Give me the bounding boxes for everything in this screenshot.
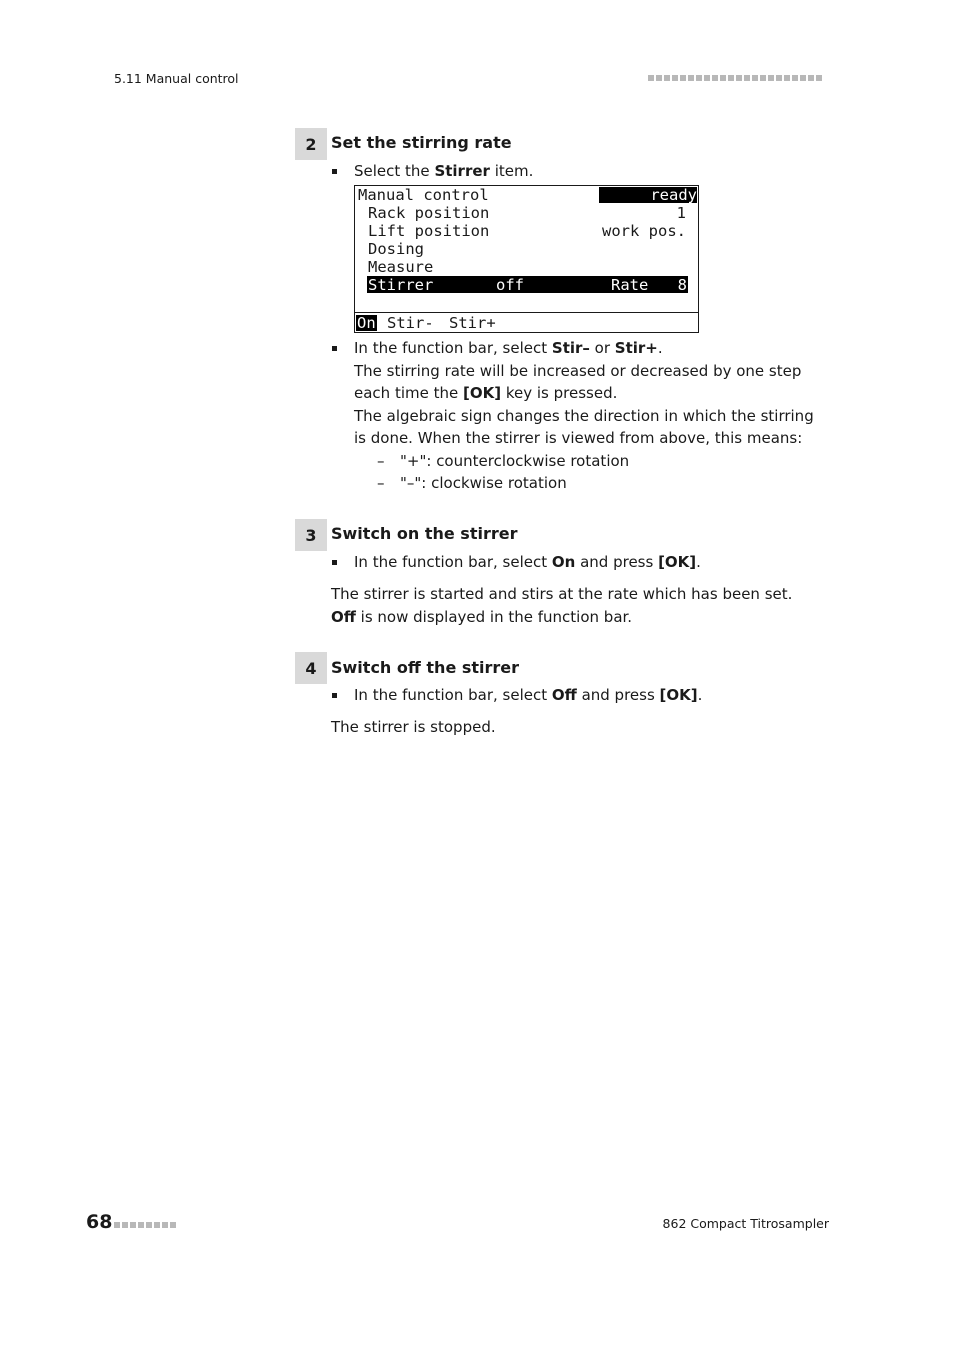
lcd-function-bar-divider (355, 312, 698, 313)
lcd-lift-label: Lift position (368, 222, 490, 240)
lcd-dosing: Dosing (368, 240, 424, 258)
dash-item-clockwise: – "–": clockwise rotation (354, 472, 824, 495)
footer-decorative-dots (114, 1219, 176, 1228)
step2-sign-paragraph: The algebraic sign changes the direction in which the stirring is done. When the stirrer is viewed from above, this means: (354, 406, 814, 447)
page-number: 68 (86, 1211, 113, 1233)
step3-bullet-1: In the function bar, select On and press [OK]. (354, 553, 701, 571)
lcd-stirrer-label: Stirrer (368, 276, 434, 294)
step2-bullet-2 (354, 337, 824, 495)
bullet-marker (332, 693, 337, 698)
step2-bullet-1: Select the Stirrer item. (354, 162, 534, 180)
step-title-4: Switch off the stirrer (331, 658, 520, 677)
step3-result-paragraph: The stirrer is started and stirs at the rate which has been set. Off is now displayed in the function bar. (331, 585, 793, 626)
running-header-section: 5.11 Manual control (114, 71, 239, 86)
footer-product-name: 862 Compact Titrosampler (662, 1216, 829, 1231)
step-number-3: 3 (295, 519, 327, 551)
lcd-title: Manual control (358, 186, 489, 204)
lcd-fn-stir-plus: Stir+ (449, 314, 496, 332)
lcd-rate-value: 8 (677, 276, 687, 294)
step-title-2: Set the stirring rate (331, 133, 512, 152)
bullet-marker (332, 346, 337, 351)
bullet-marker (332, 169, 337, 174)
dash-marker: – (377, 451, 385, 470)
lcd-rack-value: 1 (676, 204, 686, 222)
step2-bullet-2-line: In the function bar, select Stir– or Stir+. (354, 339, 663, 357)
step-title-3: Switch on the stirrer (331, 524, 518, 543)
step4-bullet-1: In the function bar, select Off and press [OK]. (354, 686, 703, 704)
lcd-lift-value: work pos. (602, 222, 686, 240)
bullet-marker (332, 560, 337, 565)
dash-marker: – (377, 474, 385, 492)
header-decorative-dots (648, 72, 822, 84)
step-number-4: 4 (295, 652, 327, 684)
step2-rate-paragraph: The stirring rate will be increased or decreased by one step each time the [OK] key is pressed. (354, 361, 802, 402)
step4-result-paragraph: The stirrer is stopped. (331, 718, 496, 736)
lcd-status: ready (599, 187, 697, 203)
lcd-rack-label: Rack position (368, 204, 490, 222)
step-number-2: 2 (295, 128, 327, 160)
lcd-fn-stir-minus: Stir- (387, 314, 434, 332)
lcd-rate-label: Rate (611, 276, 649, 294)
lcd-measure: Measure (368, 258, 434, 276)
lcd-stirrer-row-selected (367, 276, 688, 293)
lcd-screen (354, 185, 699, 333)
lcd-stirrer-state: off (496, 276, 524, 294)
lcd-fn-on: On (357, 314, 376, 332)
dash-item-counterclockwise: – "+": counterclockwise rotation (354, 450, 824, 473)
